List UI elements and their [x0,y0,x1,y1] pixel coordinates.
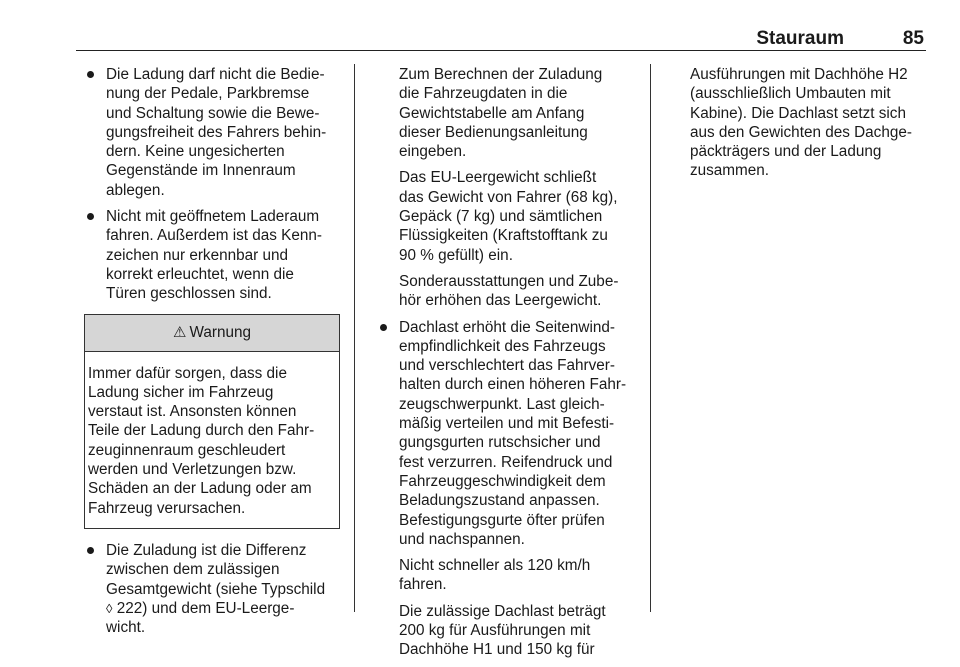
cross-reference-icon: ◊ [106,600,113,616]
text-line: Das EU-Leergewicht schließt [399,169,597,187]
text-line: und Schaltung sowie die Bewe- [106,104,320,122]
paragraph [690,65,930,181]
bullet-icon [380,324,387,331]
warning-body [85,352,339,528]
text-line: fahren. [399,576,447,594]
text-line: Fahrzeuggeschwindigkeit dem [399,472,606,490]
list-item [84,207,346,303]
text-line: (ausschließlich Umbauten mit [690,85,891,103]
text-line: verstaut ist. Ansonsten können [88,403,297,421]
warning-triangle-icon: ⚠ [173,323,187,341]
text-line: Gegenstände im Innenraum [106,162,296,180]
text-line: mäßig verteilen und mit Befesti- [399,415,615,433]
column-2 [383,65,639,667]
list-item [377,318,639,550]
text-line: zusammen. [690,162,770,180]
text-line: zeichen nur erkennbar und [106,246,288,264]
paragraph [383,65,639,161]
text-line: Fahrzeug verursachen. [88,499,246,517]
text-line: Immer dafür sorgen, dass die [88,364,287,382]
text-line: fest verzurren. Reifendruck und [399,453,613,471]
text-line: Nicht mit geöffnetem Laderaum [106,208,320,226]
text-line: werden und Verletzungen bzw. [88,461,297,479]
list-item [84,541,346,637]
column-1 [84,65,346,644]
text-line: Schäden an der Ladung oder am [88,480,312,498]
text-line: aus den Gewichten des Dachge- [690,123,912,141]
text-line: Nicht schneller als 120 km/h [399,557,591,575]
text-line: 200 kg für Ausführungen mit [399,622,591,640]
text-fragment: ) und dem EU-Leerge- [142,599,295,617]
text-line: Gewichtstabelle am Anfang [399,104,585,122]
paragraph [383,272,639,311]
text-line: Befestigungsgurte öfter prüfen [399,511,605,529]
text-line: zwischen dem zulässigen [106,561,280,579]
text-line: Kabine). Die Dachlast setzt sich [690,104,906,122]
text-line: gungsfreiheit des Fahrers behin- [106,123,327,141]
text-line: nung der Pedale, Parkbremse [106,85,310,103]
text-line: 90 % gefüllt) ein. [399,246,513,264]
text-line: Gepäck (7 kg) und sämtlichen [399,208,603,226]
text-line: fahren. Außerdem ist das Kenn- [106,227,322,245]
text-line: gungsgurten rutschsicher und [399,434,601,452]
text-line: Die Zuladung ist die Differenz [106,541,307,559]
cross-reference-page[interactable]: 222 [116,599,143,617]
bullet-icon [87,213,94,220]
text-line: eingeben. [399,143,467,161]
text-line: Beladungszustand anpassen. [399,492,600,510]
text-line: Dachlast erhöht die Seitenwind- [399,318,615,336]
column-divider-2 [650,64,651,612]
text-line: Die Ladung darf nicht die Bedie- [106,66,325,83]
text-line: und verschlechtert das Fahrver- [399,357,615,375]
bullet-icon [87,547,94,554]
warning-box [84,314,340,529]
text-line: Ladung sicher im Fahrzeug [88,383,274,401]
paragraph [383,556,639,595]
text-line: dern. Keine ungesicherten [106,143,285,161]
text-line: Dachhöhe H1 und 150 kg für [399,641,595,659]
text-line: das Gewicht von Fahrer (68 kg), [399,188,618,206]
text-line: Ausführungen mit Dachhöhe H2 [690,66,908,83]
text-line: die Fahrzeugdaten in die [399,85,568,103]
text-line: dieser Bedienungsanleitung [399,123,588,141]
warning-header [85,315,339,352]
section-title: Stauraum [756,28,844,49]
text-line: zeuginnenraum geschleudert [88,441,286,459]
warning-title: Warnung [189,323,251,341]
page-number: 85 [902,28,924,49]
text-line: Türen geschlossen sind. [106,285,272,303]
text-line: Zum Berechnen der Zuladung [399,66,603,83]
column-divider-1 [354,64,355,612]
text-line: zeugschwerpunkt. Last gleich- [399,395,605,413]
text-line: korrekt erleuchtet, wenn die [106,265,294,283]
page-header [76,26,926,51]
text-line: Gesamtgewicht (siehe Typschild [106,580,326,598]
text-line: Teile der Ladung durch den Fahr- [88,422,315,440]
text-line: und nachspannen. [399,530,525,548]
column-3 [690,65,930,188]
text-line: hör erhöhen das Leergewicht. [399,292,602,310]
bullet-icon [87,71,94,78]
text-line: wicht. [106,619,146,637]
text-line: halten durch einen höheren Fahr- [399,376,627,394]
text-line: ablegen. [106,181,165,199]
paragraph [383,602,639,660]
text-line: Sonderausstattungen und Zube- [399,272,619,290]
text-line: Flüssigkeiten (Kraftstofftank zu [399,227,608,245]
text-line: Die zulässige Dachlast beträgt [399,602,606,620]
text-line [106,599,346,618]
text-line: empfindlichkeit des Fahrzeugs [399,337,606,355]
text-line: päckträgers und der Ladung [690,143,882,161]
paragraph [383,168,639,264]
list-item [84,65,346,200]
